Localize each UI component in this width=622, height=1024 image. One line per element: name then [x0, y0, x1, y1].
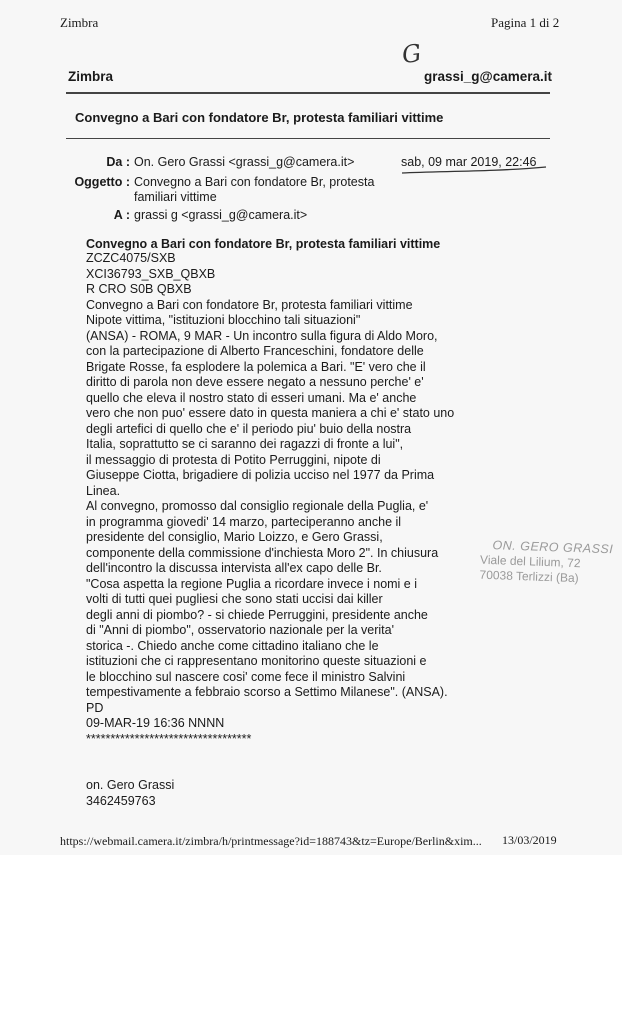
body-line: istituzioni che ci rappresentano monitorino queste situazioni e [86, 654, 427, 668]
subject-divider [66, 138, 550, 139]
body-line: di "Anni di piombo", osservatorio nazionale per la verita' [86, 623, 394, 637]
message-body [86, 251, 454, 809]
body-line: dell'incontro la discussa intervista all'ex capo delle Br. [86, 561, 382, 575]
footer-date: 13/03/2019 [502, 833, 557, 847]
body-line: on. Gero Grassi [86, 778, 175, 792]
stamp [479, 538, 613, 588]
body-line: in programma giovedi' 14 marzo, parteciperanno anche il [86, 514, 402, 529]
mail-account: grassi_g@camera.it [424, 69, 552, 84]
from-value: On. Gero Grassi <grassi_g@camera.it> [134, 155, 355, 169]
mail-app-name: Zimbra [68, 69, 114, 84]
handwritten-mark: G [400, 38, 424, 70]
handwritten-underline [400, 164, 550, 178]
body-line: degli artefici di quello che e' il periodo piu' buio della nostra [86, 421, 412, 436]
subject-label: Oggetto : [74, 175, 130, 189]
body-line: presidente del consiglio, Mario Loizzo, e Gero Grassi, [86, 530, 383, 544]
message-date: sab, 09 mar 2019, 22:46 [401, 155, 537, 169]
body-line: 09-MAR-19 16:36 NNNN [86, 716, 225, 730]
subject-value-line2: familiari vittime [134, 190, 217, 204]
body-line: XCI36793_SXB_QBXB [86, 266, 216, 281]
body-line: ********************************** [86, 731, 252, 746]
print-header-page-number: Pagina 1 di 2 [491, 15, 560, 30]
body-line: Italia, soprattutto se ci saranno dei ragazzi di fronte a lui", [86, 437, 404, 451]
body-line: (ANSA) - ROMA, 9 MAR - Un incontro sulla figura di Aldo Moro, [86, 328, 438, 343]
body-line: quello che eleva il nostro stato di esseri umani. Ma e' anche [86, 390, 417, 405]
body-line: il messaggio di protesta di Potito Perruggini, nipote di [86, 452, 381, 467]
body-line: volti di tutti quei pugliesi che sono stati uccisi dai killer [86, 592, 383, 606]
body-line: Nipote vittima, "istituzioni blocchino tali situazioni" [86, 313, 361, 327]
body-line: componente della commissione d'inchiesta Moro 2". In chiusura [86, 545, 439, 560]
body-line: Giuseppe Ciotta, brigadiere di polizia ucciso nel 1977 da Prima [86, 468, 435, 482]
body-line: 3462459763 [86, 793, 156, 808]
body-title: Convegno a Bari con fondatore Br, protesta familiari vittime [86, 237, 441, 251]
stamp-address: Viale del Lilium, 72 [479, 552, 581, 571]
stamp-city: 70038 Terlizzi (Ba) [479, 567, 579, 586]
body-line: diritto di parola non deve essere negato a nessuno perche' e' [86, 375, 424, 389]
body-line: Al convegno, promosso dal consiglio regionale della Puglia, e' [86, 499, 429, 513]
body-line: storica -. Chiedo anche come cittadino italiano che le [86, 638, 379, 653]
body-line: Convegno a Bari con fondatore Br, protesta familiari vittime [86, 297, 413, 312]
header-divider [66, 92, 550, 94]
to-label: A : [113, 208, 130, 222]
from-label: Da : [106, 155, 130, 169]
body-line: le blocchino sul nascere cosi' come fece il ministro Salvini [86, 669, 406, 684]
body-line: R CRO S0B QBXB [86, 282, 192, 296]
footer-url: https://webmail.camera.it/zimbra/h/printmessage?id=188743&tz=Europe/Berlin&xim... [60, 834, 482, 848]
body-line: vero che non puo' essere dato in questa maniera a chi e' stato uno [86, 406, 455, 420]
to-value: grassi g <grassi_g@camera.it> [134, 208, 308, 222]
body-line: PD [86, 700, 104, 715]
body-line: Linea. [86, 483, 121, 498]
body-line: degli anni di piombo? - si chiede Perruggini, presidente anche [86, 607, 428, 622]
body-line: ZCZC4075/SXB [86, 251, 176, 265]
body-line [86, 763, 454, 779]
body-line [86, 747, 454, 763]
body-line: Brigate Rosse, fa esplodere la polemica a Bari. "E' vero che il [86, 359, 426, 374]
body-line: tempestivamente a febbraio scorso a Settimo Milanese". (ANSA). [86, 685, 448, 699]
stamp-name: ON. GERO GRASSI [492, 538, 614, 557]
body-line: "Cosa aspetta la regione Puglia a ricordare invece i nomi e i [86, 576, 418, 591]
subject-value-line1: Convegno a Bari con fondatore Br, protesta [134, 175, 375, 189]
body-line: con la partecipazione di Alberto Franceschini, fondatore delle [86, 344, 424, 358]
message-subject-title: Convegno a Bari con fondatore Br, protesta familiari vittime [75, 110, 444, 125]
print-header-app: Zimbra [60, 15, 99, 30]
